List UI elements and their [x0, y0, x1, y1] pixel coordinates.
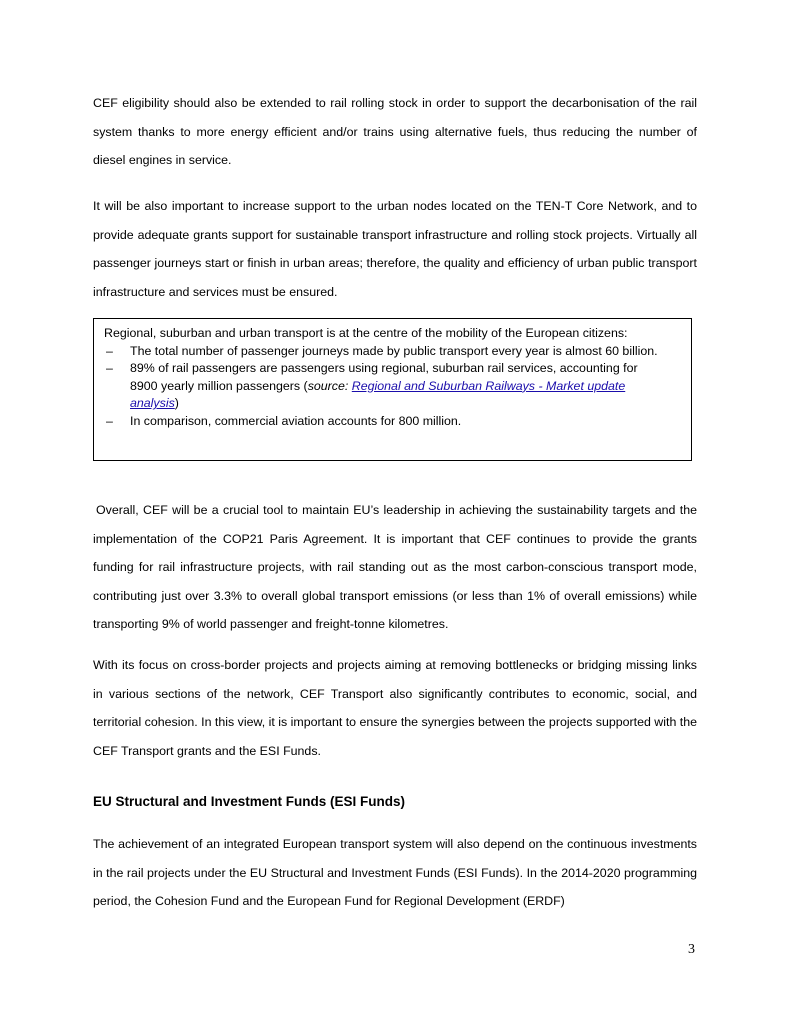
paragraph-esi-funds: The achievement of an integrated European transport system will also depend on the continuous investments in the rail projects under the EU Structural and Investment Funds (ESI Funds). In the 2014-2020 programming period, the Cohesion Fund and the European Fund for Regional Development (ERDF): [93, 837, 697, 908]
list-item: [104, 413, 681, 431]
dash-bullet-icon: –: [106, 343, 113, 358]
list-item: [104, 343, 681, 361]
source-label: source:: [307, 378, 349, 393]
list-item-text: In comparison, commercial aviation accounts for 800 million.: [130, 413, 462, 428]
paragraph-cross-border: With its focus on cross-border projects and projects aiming at removing bottlenecks or bridging missing links in various sections of the network, CEF Transport also significantly contributes to economic, social, and territorial cohesion. In this view, it is important to ensure the synergies between the projects supported with the CEF Transport grants and the ESI Funds.: [93, 658, 698, 758]
info-box-intro: Regional, suburban and urban transport is at the centre of the mobility of the European citizens:: [104, 326, 628, 340]
dash-bullet-icon: –: [106, 361, 113, 376]
info-box-list: [104, 343, 681, 431]
list-item: [104, 360, 681, 413]
list-item-text: The total number of passenger journeys made by public transport every year is almost 60 billion.: [130, 343, 658, 358]
info-box: [93, 318, 692, 461]
paragraph-cef-rolling-stock: CEF eligibility should also be extended to rail rolling stock in order to support the decarbonisation of the rail system thanks to more energy efficient and/or trains using alternative fuels, thus reducing the number of diesel engines in service.: [93, 96, 697, 167]
section-heading-esi-funds: EU Structural and Investment Funds (ESI Funds): [93, 794, 406, 809]
paragraph-urban-nodes: It will be also important to increase support to the urban nodes located on the TEN-T Core Network, and to provide adequate grants support for sustainable transport infrastructure and rolling stock projects. Virtually all passenger journeys start or finish in urban areas; therefore, the quality and efficiency of urban public transport infrastructure and services must be ensured.: [93, 199, 697, 299]
paragraph-cef-leadership: Overall, CEF will be a crucial tool to maintain EU’s leadership in achieving the sustainability targets and the implementation of the COP21 Paris Agreement. It is important that CEF continues to provide the grants funding for rail infrastructure projects, with rail standing out as the most carbon-conscious transport mode, contributing just over 3.3% to overall global transport emissions (or less than 1% of overall emissions) while transporting 9% of world passenger and freight-tonne kilometres.: [93, 503, 697, 631]
dash-bullet-icon: –: [106, 413, 113, 428]
source-link[interactable]: Regional and Suburban Railways - Market update analysis: [130, 378, 626, 411]
list-item-text-close: ): [174, 396, 179, 411]
list-item-text: 89% of rail passengers are passengers using regional, suburban rail services, accounting for 8900 yearly million passengers (: [130, 361, 638, 393]
page-number: 3: [688, 942, 695, 957]
